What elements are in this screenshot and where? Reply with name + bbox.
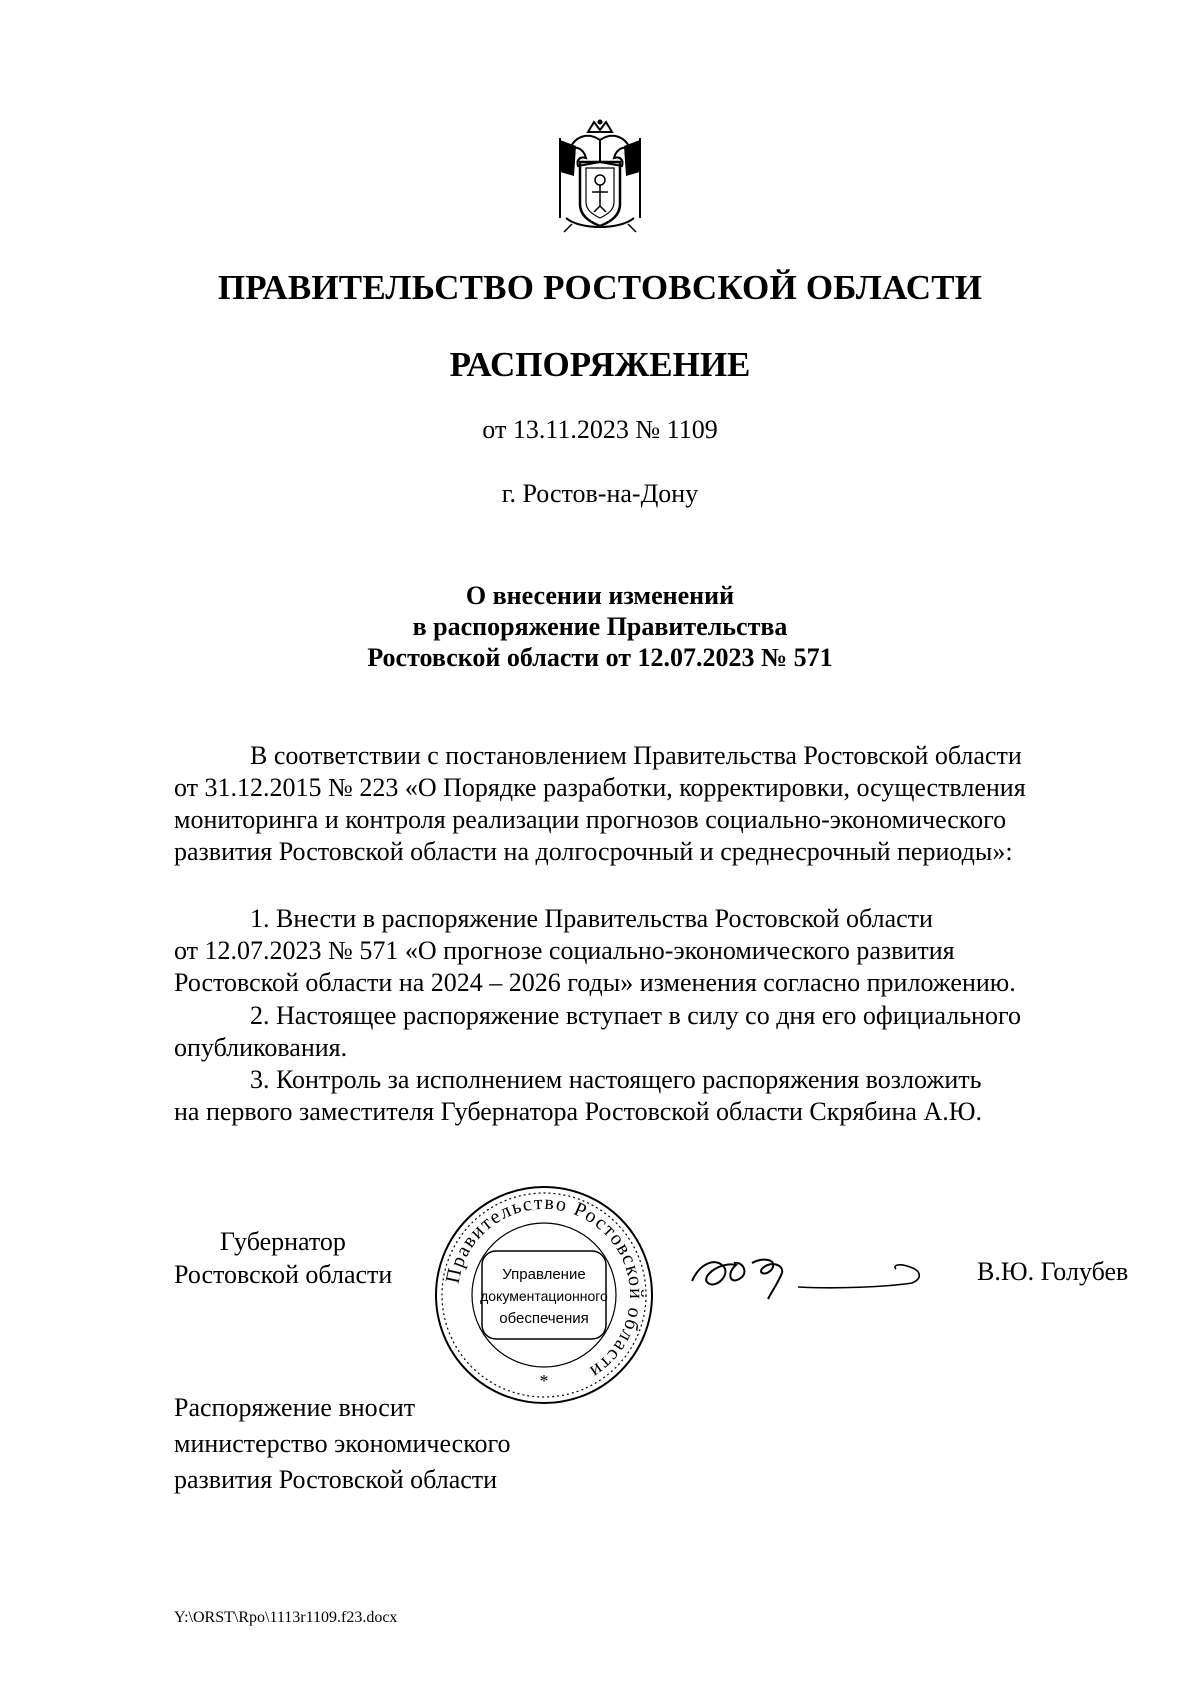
signatory-role-line: Ростовской области — [174, 1260, 393, 1289]
organization-title: ПРАВИТЕЛЬСТВО РОСТОВСКОЙ ОБЛАСТИ — [217, 268, 983, 307]
subject-line: Ростовской области от 12.07.2023 № 571 — [367, 643, 833, 672]
submitted-by-line: Распоряжение вносит — [174, 1393, 416, 1422]
document-date-number: от 13.11.2023 № 1109 — [482, 415, 718, 444]
official-seal — [432, 1183, 656, 1407]
item-2-paragraph — [174, 1000, 1146, 1064]
document-type: РАСПОРЯЖЕНИЕ — [449, 345, 751, 384]
seal-graphic — [432, 1183, 656, 1407]
seal-inner-line: Управление — [502, 1266, 586, 1283]
item-line: опубликования. — [174, 1033, 348, 1062]
coat-of-arms-emblem — [550, 118, 650, 236]
subject-line: О внесении изменений — [465, 581, 735, 610]
seal-star: * — [539, 1371, 549, 1391]
item-line: на первого заместителя Губернатора Ростовской области Скрябина А.Ю. — [174, 1097, 982, 1126]
preamble-line: от 31.12.2015 № 223 «О Порядке разработки, корректировки, осуществления — [174, 773, 1026, 802]
document-subject — [0, 580, 1200, 673]
preamble-line: мониторинга и контроля реализации прогнозов социально-экономического — [174, 805, 1007, 834]
item-line: 3. Контроль за исполнением настоящего распоряжения возложить — [250, 1065, 982, 1094]
submitted-by-line: министерство экономического — [174, 1429, 511, 1458]
handwritten-signature — [686, 1243, 936, 1303]
submitted-by-line: развития Ростовской области — [174, 1465, 498, 1494]
item-line: от 12.07.2023 № 571 «О прогнозе социально-экономического развития — [174, 936, 955, 965]
signatory-name: В.Ю. Голубев — [977, 1257, 1129, 1286]
seal-inner-line: документационного — [480, 1288, 608, 1304]
document-city: г. Ростов-на-Дону — [501, 479, 699, 508]
submitted-by — [174, 1390, 511, 1498]
preamble-paragraph — [174, 740, 1146, 868]
item-line: 2. Настоящее распоряжение вступает в силу со дня его официального — [250, 1001, 1021, 1030]
preamble-line: развития Ростовской области на долгосрочный и среднесрочный периоды»: — [174, 837, 1013, 866]
file-path: Y:\ORST\Rpo\1113r1109.f23.docx — [174, 1609, 398, 1626]
item-3-paragraph — [174, 1064, 1146, 1128]
signatory-role — [174, 1225, 392, 1291]
item-1-paragraph — [174, 903, 1146, 999]
signatory-role-line: Губернатор — [220, 1227, 346, 1256]
subject-line: в распоряжение Правительства — [412, 612, 788, 641]
seal-inner-line: обеспечения — [499, 1310, 589, 1327]
coat-of-arms-icon — [550, 118, 650, 236]
preamble-line: В соответствии с постановлением Правительства Ростовской области — [250, 741, 1022, 770]
seal-outer-text: Правительство Ростовской области — [441, 1191, 648, 1384]
item-line: 1. Внести в распоряжение Правительства Ростовской области — [250, 904, 933, 933]
item-line: Ростовской области на 2024 – 2026 годы» изменения согласно приложению. — [174, 968, 1016, 997]
